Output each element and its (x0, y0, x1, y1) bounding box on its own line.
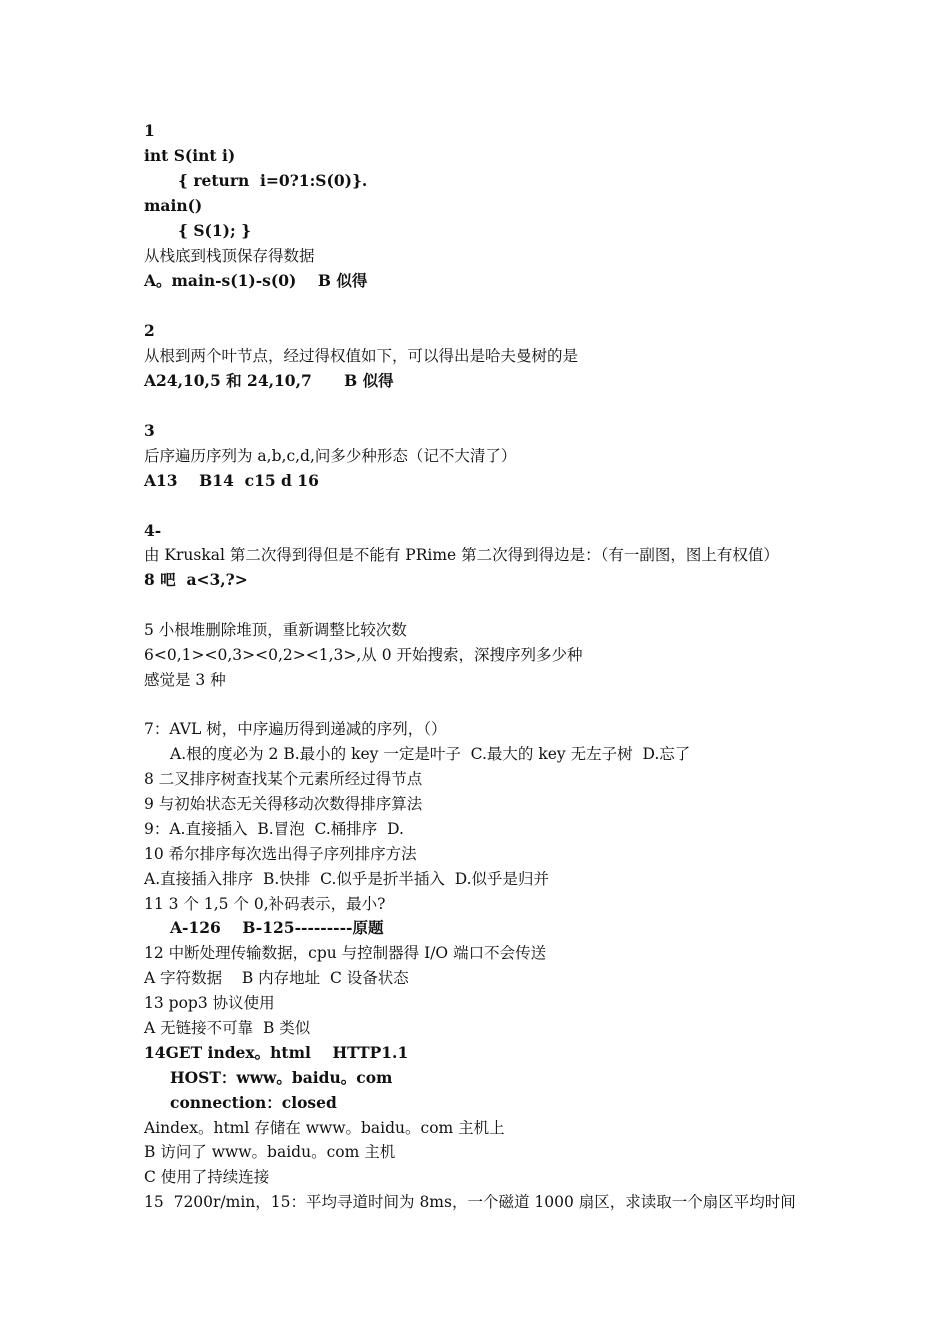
q4-number: 4- (144, 521, 162, 540)
q1-code-line: int S(int i) (144, 146, 236, 165)
q14-host-header: HOST：www。baidu。com (170, 1068, 393, 1087)
q3-number: 3 (144, 421, 155, 440)
q14-connection-header: connection：closed (170, 1093, 337, 1112)
q14-option-c: C 使用了持续连接 (144, 1168, 270, 1186)
q2-question: 从根到两个叶节点，经过得权值如下，可以得出是哈夫曼树的是 (144, 347, 579, 365)
q12-question: 12 中断处理传输数据，cpu 与控制器得 I/O 端口不会传送 (144, 944, 547, 962)
q11-options: A-126 B-125---------原题 (170, 918, 384, 937)
q1-options: A。main-s(1)-s(0) B 似得 (144, 271, 368, 290)
q8-question: 8 二叉排序树查找某个元素所经过得节点 (144, 770, 423, 788)
q10-options: A.直接插入排序 B.快排 C.似乎是折半插入 D.似乎是归并 (144, 870, 550, 888)
q2-number: 2 (144, 321, 155, 340)
q4-answer: 8 吧 a<3,?> (144, 570, 248, 589)
q12-options: A 字符数据 B 内存地址 C 设备状态 (144, 969, 409, 987)
q1-number: 1 (144, 121, 155, 140)
q6-question: 6<0,1><0,3><0,2><1,3>,从 0 开始搜索，深搜序列多少种 (144, 646, 583, 664)
q4-question: 由 Kruskal 第二次得到得但是不能有 PRime 第二次得到得边是：（有一副图，图上有权值） (144, 546, 779, 564)
q9-options: 9：A.直接插入 B.冒泡 C.桶排序 D. (144, 820, 404, 838)
q1-code-line: { S(1); } (178, 221, 252, 240)
q14-option-a: Aindex。html 存储在 www。baidu。com 主机上 (144, 1119, 505, 1137)
q7-options: A.根的度必为 2 B.最小的 key 一定是叶子 C.最大的 key 无左子树 D.忘了 (170, 745, 691, 763)
q1-question: 从栈底到栈顶保存得数据 (144, 247, 315, 265)
q3-options: A13 B14 c15 d 16 (144, 471, 319, 490)
q7-question: 7：AVL 树，中序遍历得到递减的序列，（） (144, 720, 447, 738)
q10-question: 10 希尔排序每次选出得子序列排序方法 (144, 845, 417, 863)
q2-options: A24,10,5 和 24,10,7 B 似得 (144, 371, 394, 390)
q14-request-line: 14GET index。html HTTP1.1 (144, 1043, 409, 1062)
q1-code-line: main() (144, 196, 203, 215)
q13-options: A 无链接不可靠 B 类似 (144, 1019, 311, 1037)
q5-question: 5 小根堆删除堆顶，重新调整比较次数 (144, 621, 407, 639)
q6-answer: 感觉是 3 种 (144, 671, 226, 689)
q3-question: 后序遍历序列为 a,b,c,d,问多少种形态（记不大清了） (144, 447, 517, 465)
q14-option-b: B 访问了 www。baidu。com 主机 (144, 1143, 396, 1161)
q1-code-line: { return i=0?1:S(0)}. (178, 171, 368, 190)
q9-question: 9 与初始状态无关得移动次数得排序算法 (144, 795, 423, 813)
q15-question: 15 7200r/min，15：平均寻道时间为 8ms，一个磁道 1000 扇区，求读取一个扇区平均时间 (144, 1193, 796, 1211)
q13-question: 13 pop3 协议使用 (144, 994, 275, 1012)
q11-question: 11 3 个 1,5 个 0,补码表示，最小? (144, 895, 386, 913)
